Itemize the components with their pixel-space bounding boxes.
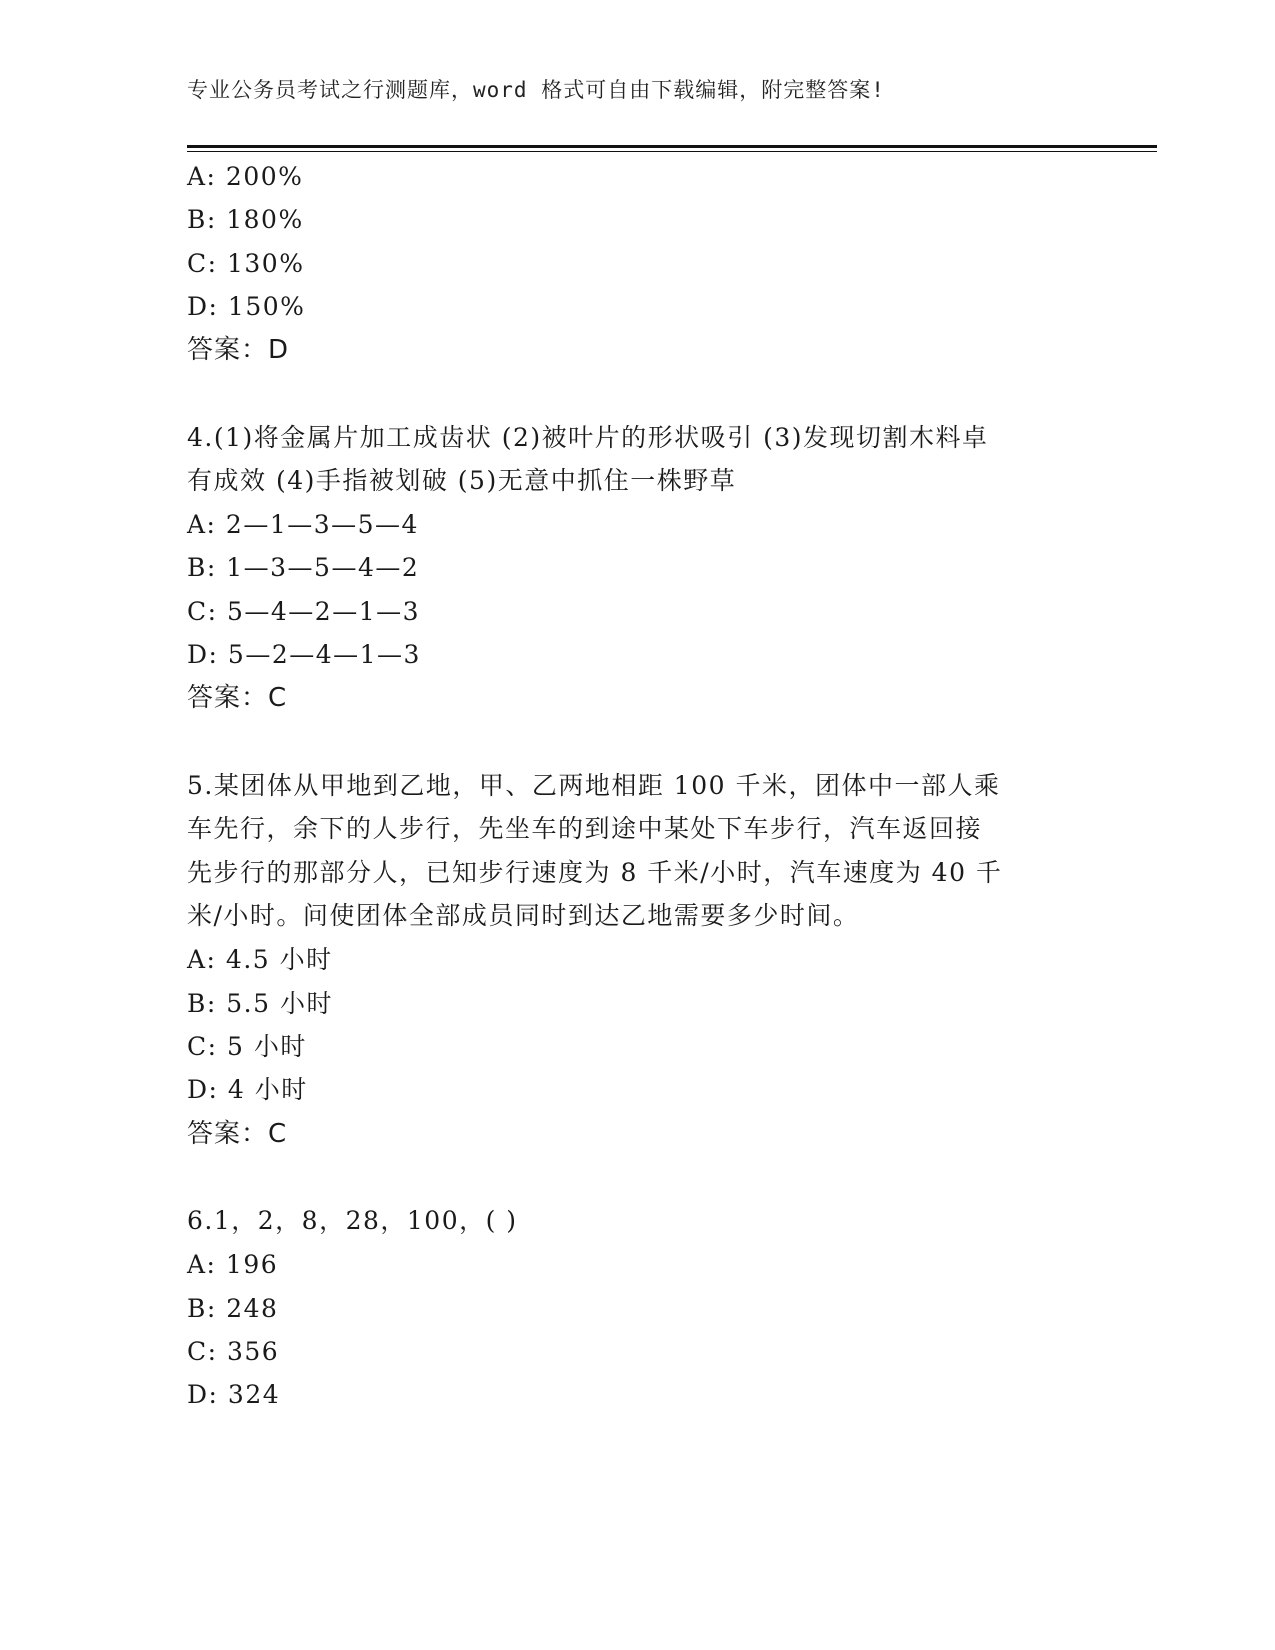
q5-stem-line-4: 米/小时。问使团体全部成员同时到达乙地需要多少时间。 [187, 901, 860, 930]
q5-stem-line-1: 5.某团体从甲地到乙地，甲、乙两地相距 100 千米，团体中一部人乘 [187, 771, 1001, 800]
q6-option-c: C: 356 [187, 1337, 280, 1366]
q4-stem-line-2: 有成效 (4)手指被划破 (5)无意中抓住一株野草 [187, 466, 737, 495]
q5-option-c: C: 5 小时 [187, 1032, 307, 1061]
q5-stem-line-3: 先步行的那部分人，已知步行速度为 8 千米/小时，汽车速度为 40 千 [187, 858, 1003, 887]
q6-option-b: B: 248 [187, 1294, 279, 1323]
q4-stem-line-1: 4.(1)将金属片加工成齿状 (2)被叶片的形状吸引 (3)发现切割木料卓 [187, 423, 989, 452]
q3-option-c: C: 130% [187, 249, 305, 278]
q4-option-c: C: 5—4—2—1—3 [187, 597, 421, 626]
q3-option-d: D: 150% [187, 292, 306, 321]
q5-option-a: A: 4.5 小时 [187, 945, 333, 974]
q5-answer: 答案：C [187, 1119, 288, 1149]
q4-option-b: B: 1—3—5—4—2 [187, 553, 420, 582]
q3-answer: 答案：D [187, 335, 290, 365]
q6-stem-line-1: 6.1，2，8，28，100，( ) [187, 1206, 518, 1235]
q6-option-d: D: 324 [187, 1380, 281, 1409]
q6-option-a: A: 196 [187, 1250, 279, 1279]
q5-option-d: D: 4 小时 [187, 1075, 308, 1104]
q4-option-d: D: 5—2—4—1—3 [187, 640, 421, 669]
q4-answer: 答案：C [187, 683, 288, 713]
q5-stem-line-2: 车先行，余下的人步行，先坐车的到途中某处下车步行，汽车返回接 [187, 814, 983, 843]
page-header-title: 专业公务员考试之行测题库，word 格式可自由下载编辑，附完整答案! [187, 78, 885, 102]
header-divider-thin [187, 151, 1157, 152]
q3-option-a: A: 200% [187, 162, 304, 191]
q3-option-b: B: 180% [187, 205, 304, 234]
header-divider-thick [187, 145, 1157, 148]
q5-option-b: B: 5.5 小时 [187, 989, 333, 1018]
q4-option-a: A: 2—1—3—5—4 [187, 510, 419, 539]
